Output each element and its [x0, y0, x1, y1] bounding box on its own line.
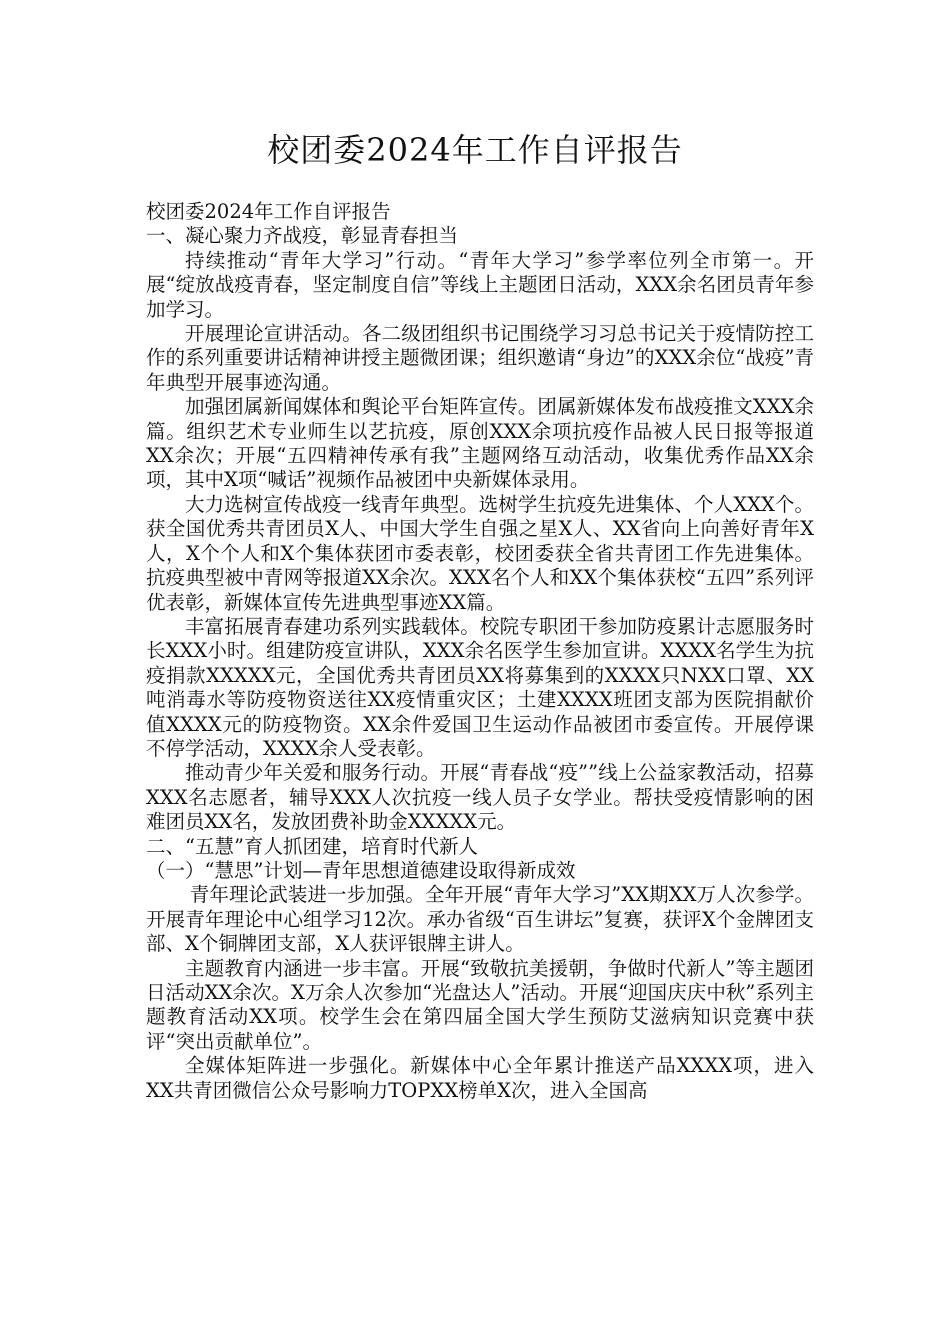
paragraph-7: 青年理论武装进一步加强。全年开展“青年大学习”XX期XX万人次参学。开展青年理论中心组学习12次。承办省级“百生讲坛”复赛，获评X个金牌团支部、X个铜牌团支部，X人获评银牌主讲人。: [146, 883, 814, 956]
paragraph-3: 加强团属新闻媒体和舆论平台矩阵宣传。团属新媒体发布战疫推文XXX余篇。组织艺术专业师生以艺抗疫，原创XXX余项抗疫作品被人民日报等报道XX余次；开展“五四精神传承有我”主题网络互动活动，收集优秀作品XX余项，其中X项“喊话”视频作品被团中央新媒体录用。: [146, 395, 814, 492]
paragraph-1: 持续推动“青年大学习”行动。“青年大学习”参学率位列全市第一。开展“绽放战疫青春，坚定制度自信”等线上主题团日活动，XXX余名团员青年参加学习。: [146, 248, 814, 321]
paragraph-8: 主题教育内涵进一步丰富。开展“致敬抗美援朝，争做时代新人”等主题团日活动XX余次。X万余人次参加“光盘达人”活动。开展“迎国庆庆中秋”系列主题教育活动XX项。校学生会在第四届全国大学生预防艾滋病知识竞赛中获评“突出贡献单位”。: [146, 956, 814, 1053]
paragraph-6: 推动青少年关爱和服务行动。开展“青春战“疫””线上公益家教活动，招募XXX名志愿者，辅导XXX人次抗疫一线人员子女学业。帮扶受疫情影响的困难团员XX名，发放团费补助金XXXXX元。: [146, 761, 814, 834]
paragraph-9: 全媒体矩阵进一步强化。新媒体中心全年累计推送产品XXXX项，进入XX共青团微信公众号影响力TOPXX榜单X次，进入全国高: [146, 1054, 814, 1102]
section-heading-2: 二、“五慧”育人抓团建，培育时代新人: [146, 834, 478, 858]
paragraph-4: 大力选树宣传战疫一线青年典型。选树学生抗疫先进集体、个人XXX个。获全国优秀共青团员X人、中国大学生自强之星X人、XX省向上向善好青年X人，X个个人和X个集体获团市委表彰，校团委获全省共青团工作先进集体。抗疫典型被中青网等报道XX余次。XXX名个人和XX个集体获校“五四”系列评优表彰，新媒体宣传先进典型事迹XX篇。: [146, 492, 814, 614]
document-subtitle: 校团委2024年工作自评报告: [146, 200, 391, 223]
subsection-heading-1: （一）“慧思”计划—青年思想道德建设取得新成效: [146, 858, 576, 882]
section-heading-1: 一、凝心聚力齐战疫，彰显青春担当: [146, 224, 459, 248]
paragraph-5: 丰富拓展青春建功系列实践载体。校院专职团干参加防疫累计志愿服务时长XXX小时。组建防疫宣讲队，XXX余名医学生参加宣讲。XXXX名学生为抗疫捐款XXXXX元，全国优秀共青团员XX将募集到的XXXX只NXX口罩、XX吨消毒水等防疫物资送往XX疫情重灾区；土建XXXX班团支部为医院捐献价值XXXX元的防疫物资。XX余件爱国卫生运动作品被团市委宣传。开展停课不停学活动，XXXX余人受表彰。: [146, 614, 814, 760]
document-body: [146, 200, 814, 1103]
paragraph-2: 开展理论宣讲活动。各二级团组织书记围绕学习习总书记关于疫情防控工作的系列重要讲话精神讲授主题微团课；组织邀请“身边”的XXX余位“战疫”青年典型开展事迹沟通。: [146, 322, 814, 394]
document-title: 校团委2024年工作自评报告: [267, 131, 683, 169]
